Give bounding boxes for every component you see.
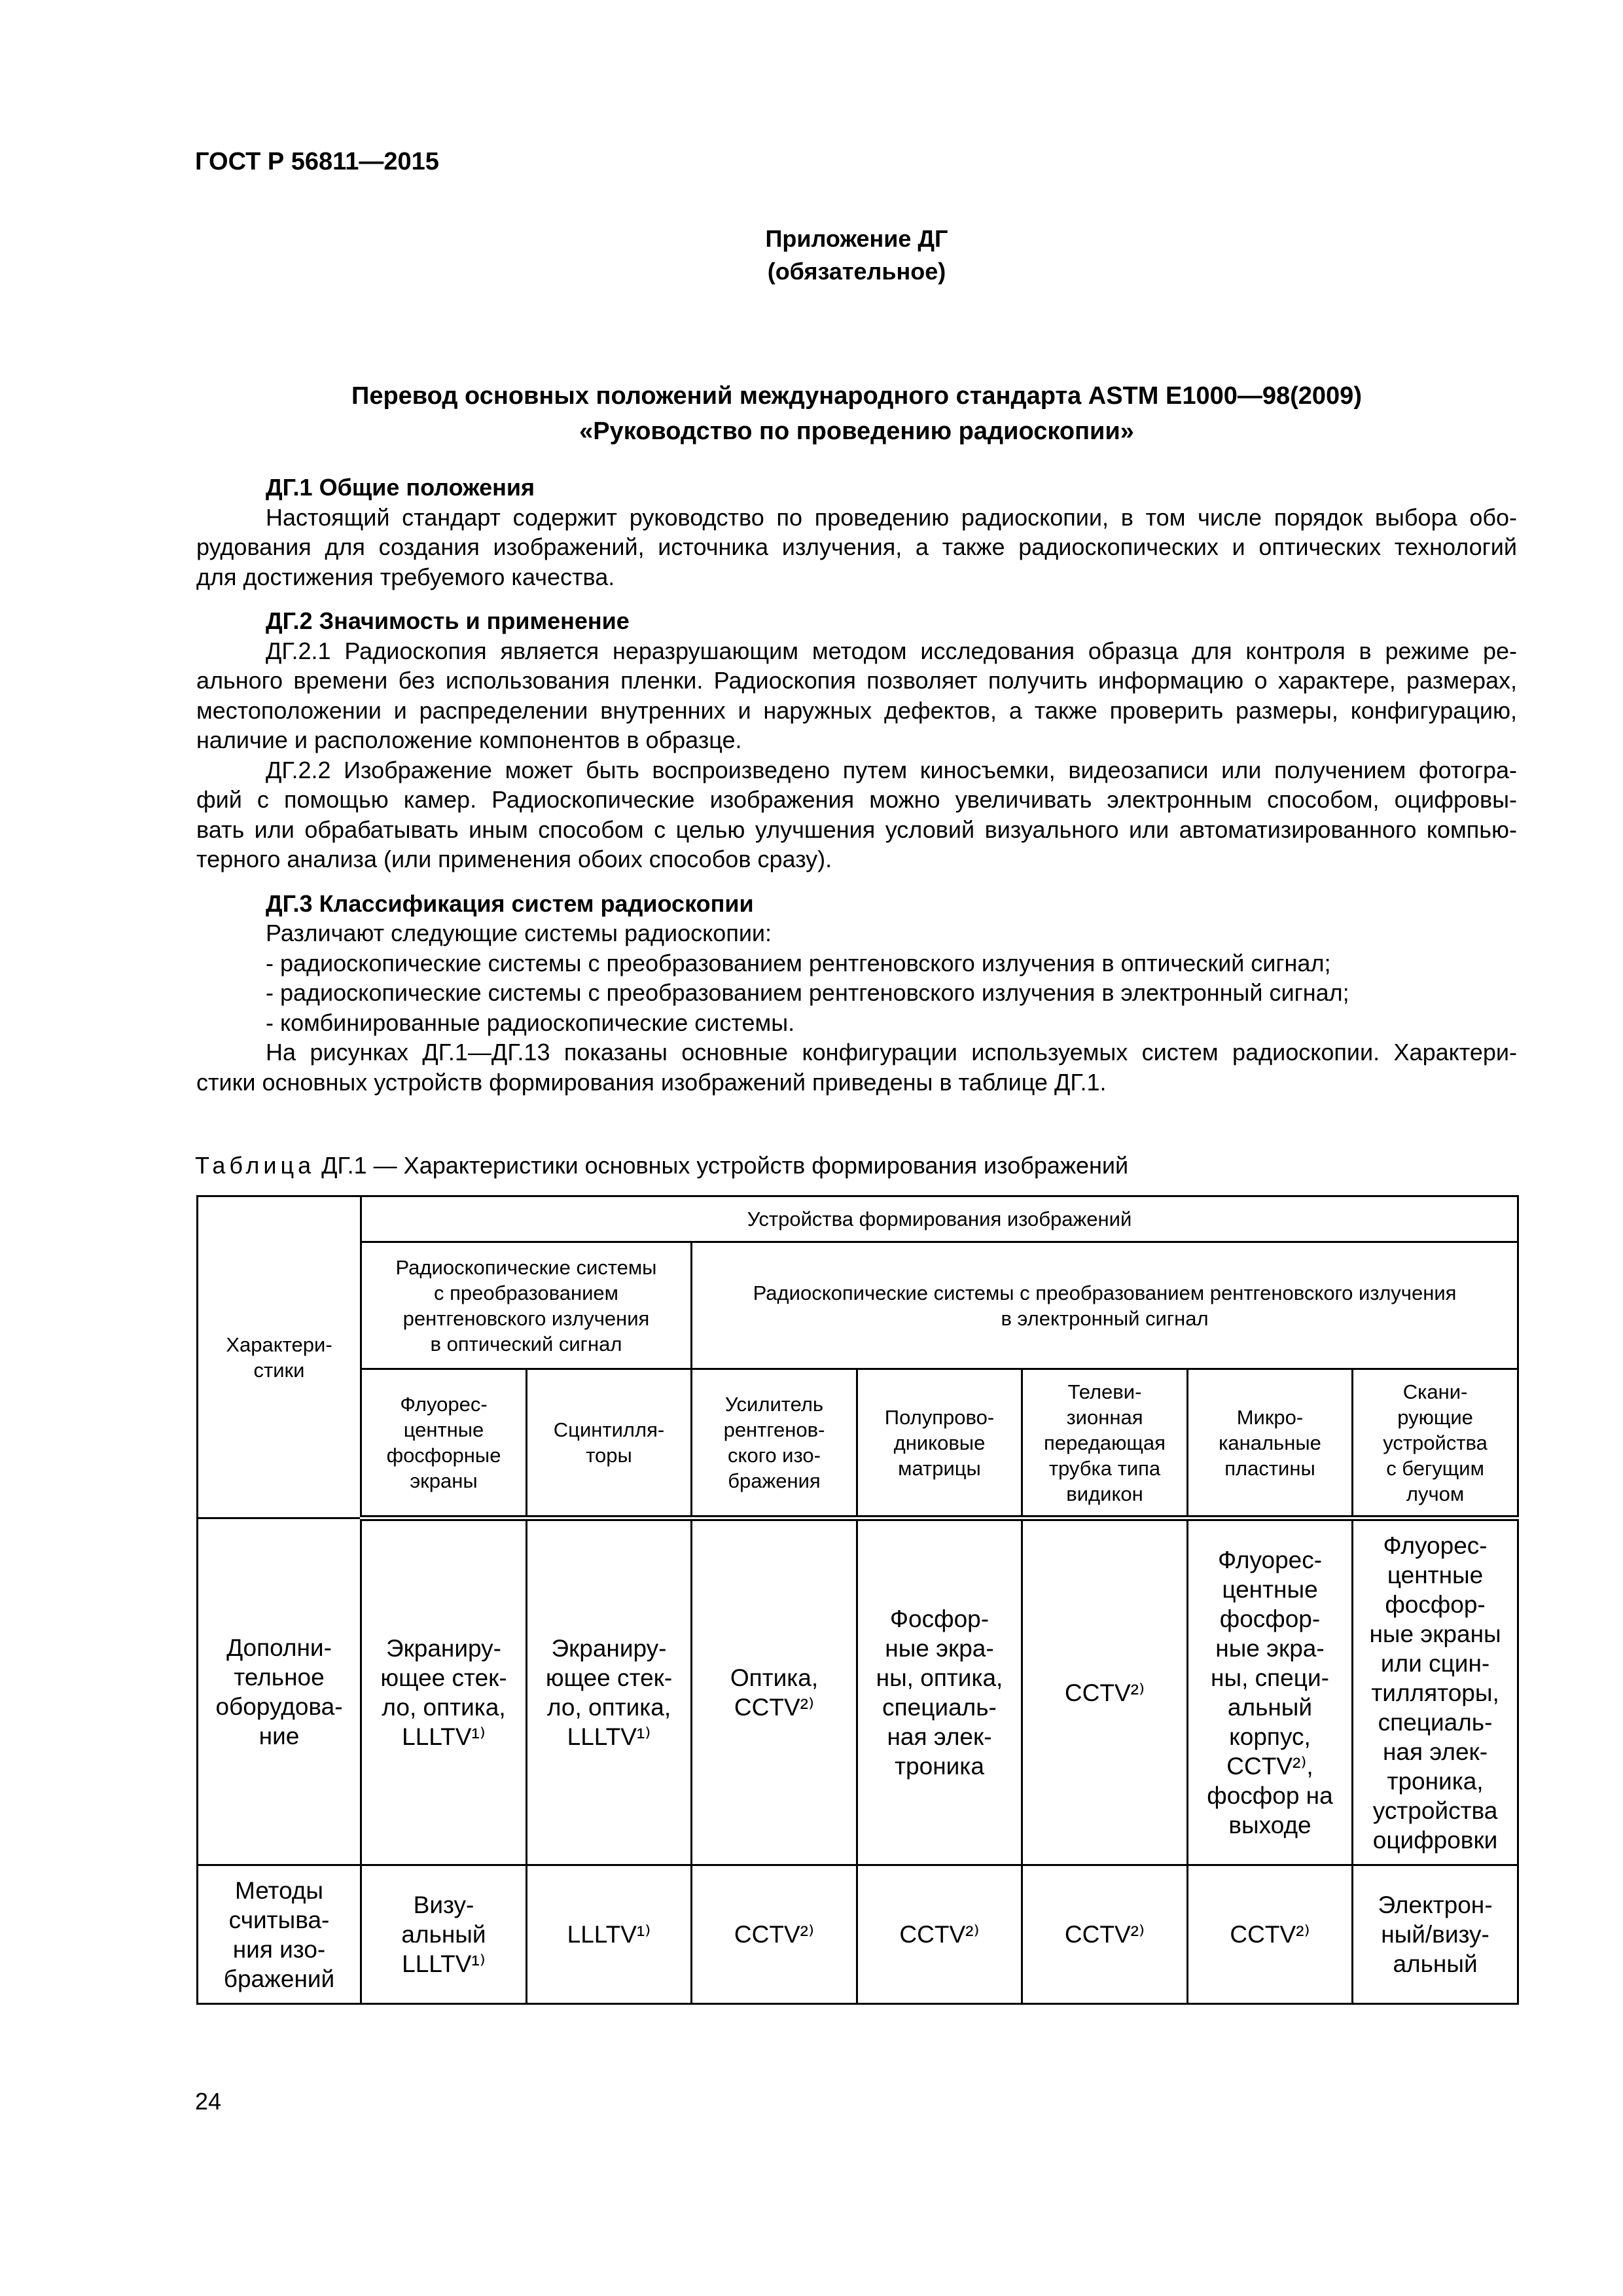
table-cell: Визу- альный LLLTV¹⁾ [361,1865,527,2004]
list-item: - радиоскопические системы с преобразованием рентгеновского излучения в оптический сигнал; [266,949,1331,977]
table-caption-prefix: Таблица [195,1152,315,1179]
section-title: ДГ.1 Общие положения [266,474,535,501]
table-row [198,1518,1518,1865]
subgroup-optical: Радиоскопические системы с преобразованием рентгеновского излучения в оптический сигнал [361,1242,692,1369]
table-cell: LLLTV¹⁾ [527,1865,692,2004]
table-cell: Экраниру- ющее стек- ло, оптика, LLLTV¹⁾ [361,1518,527,1865]
paragraph-line: местоположении и распределении внутренних и наружных дефектов, а также проверить размеры, конфигурацию, [196,696,1517,724]
paragraph-line: ального времени без использования пленки. Радиоскопия позволяет получить информацию о характере, размерах, [196,667,1517,694]
table-row [198,1865,1518,2004]
column-header: Полупрово- дниковые матрицы [857,1369,1022,1518]
heading-line-1: Перевод основных положений международного стандарта ASTM E1000—98(2009) [351,382,1362,410]
paragraph-line: Различают следующие системы радиоскопии: [266,920,772,946]
document-code: ГОСТ Р 56811—2015 [195,148,439,175]
column-header: Телеви- зионная передающая трубка типа видикон [1022,1369,1188,1518]
column-header: Флуорес- центные фосфорные экраны [361,1369,527,1518]
annex-status: (обязательное) [767,258,946,285]
column-header: Сцинтилля- торы [527,1369,692,1518]
table-cell: CCTV²⁾ [857,1865,1022,2004]
table-cell: CCTV²⁾ [1022,1518,1188,1865]
paragraph-line: На рисунках ДГ.1—ДГ.13 показаны основные конфигурации используемых систем радиоскопии. Характери- [266,1039,1517,1066]
page-number: 24 [195,2088,222,2115]
paragraph-line: терного анализа (или применения обоих способов сразу). [196,846,832,872]
annex-title: Приложение ДГ [765,225,948,252]
characteristics-table [196,1195,1519,2005]
section-title: ДГ.2 Значимость и применение [266,607,630,634]
paragraph-line: рудования для создания изображений, источника излучения, а также радиоскопических и оптических технологий [196,533,1517,560]
list-item: - комбинированные радиоскопические системы. [266,1009,795,1036]
paragraph-line: ДГ.2.2 Изображение может быть воспроизведено путем киносъемки, видеозаписи или получением фотогра- [266,756,1517,783]
paragraph-line: вать или обрабатывать иным способом с целью улучшения условий визуального или автоматизированного компью- [196,816,1517,843]
heading-line-2: «Руководство по проведению радиоскопии» [579,418,1134,445]
group-header: Устройства формирования изображений [361,1196,1518,1242]
table-caption-text: ДГ.1 — Характеристики основных устройств формирования изображений [321,1152,1129,1179]
row-label: Методы считыва- ния изо- бражений [198,1865,361,2004]
table-cell: Экраниру- ющее стек- ло, оптика, LLLTV¹⁾ [527,1518,692,1865]
table-cell: Фосфор- ные экра- ны, оптика, специаль- ная элек- троника [857,1518,1022,1865]
list-item: - радиоскопические системы с преобразованием рентгеновского излучения в электронный сигнал; [266,979,1349,1006]
row-label: Дополни- тельное оборудова- ние [198,1518,361,1865]
column-header: Скани- рующие устройства с бегущим лучом [1353,1369,1518,1518]
table-cell: CCTV²⁾ [1022,1865,1188,2004]
column-header: Микро- канальные пластины [1188,1369,1353,1518]
table-cell: Оптика, CCTV²⁾ [692,1518,857,1865]
paragraph-line: Настоящий стандарт содержит руководство по проведению радиоскопии, в том числе порядок выбора обо- [266,503,1517,531]
table-cell: CCTV²⁾ [1188,1865,1353,2004]
corner-header: Характери- стики [198,1196,361,1518]
table-cell: Флуорес- центные фосфор- ные экраны или сцин- тилляторы, специаль- ная элек- троника, устройства оцифровки [1353,1518,1518,1865]
paragraph-line: ДГ.2.1 Радиоскопия является неразрушающим методом исследования образца для контроля в режиме ре- [266,637,1517,664]
table-cell: Флуорес- центные фосфор- ные экра- ны, специ- альный корпус, CCTV²⁾, фосфор на выходе [1188,1518,1353,1865]
paragraph-line: стики основных устройств формирования изображений приведены в таблице ДГ.1. [196,1068,1107,1096]
paragraph-line: для достижения требуемого качества. [196,563,615,590]
table-caption [195,1152,1128,1179]
section-title: ДГ.3 Классификация систем радиоскопии [266,889,754,917]
table-cell: CCTV²⁾ [692,1865,857,2004]
table-cell: Электрон- ный/визу- альный [1353,1865,1518,2004]
column-header: Усилитель рентгенов- ского изо- бражения [692,1369,857,1518]
subgroup-electronic: Радиоскопические системы с преобразованием рентгеновского излучения в электронный сигнал [692,1242,1518,1369]
paragraph-line: наличие и расположение компонентов в образце. [196,726,742,753]
paragraph-line: фий с помощью камер. Радиоскопические изображения можно увеличивать электронным способом, оцифровы- [196,786,1517,813]
body-text [196,473,1517,1097]
